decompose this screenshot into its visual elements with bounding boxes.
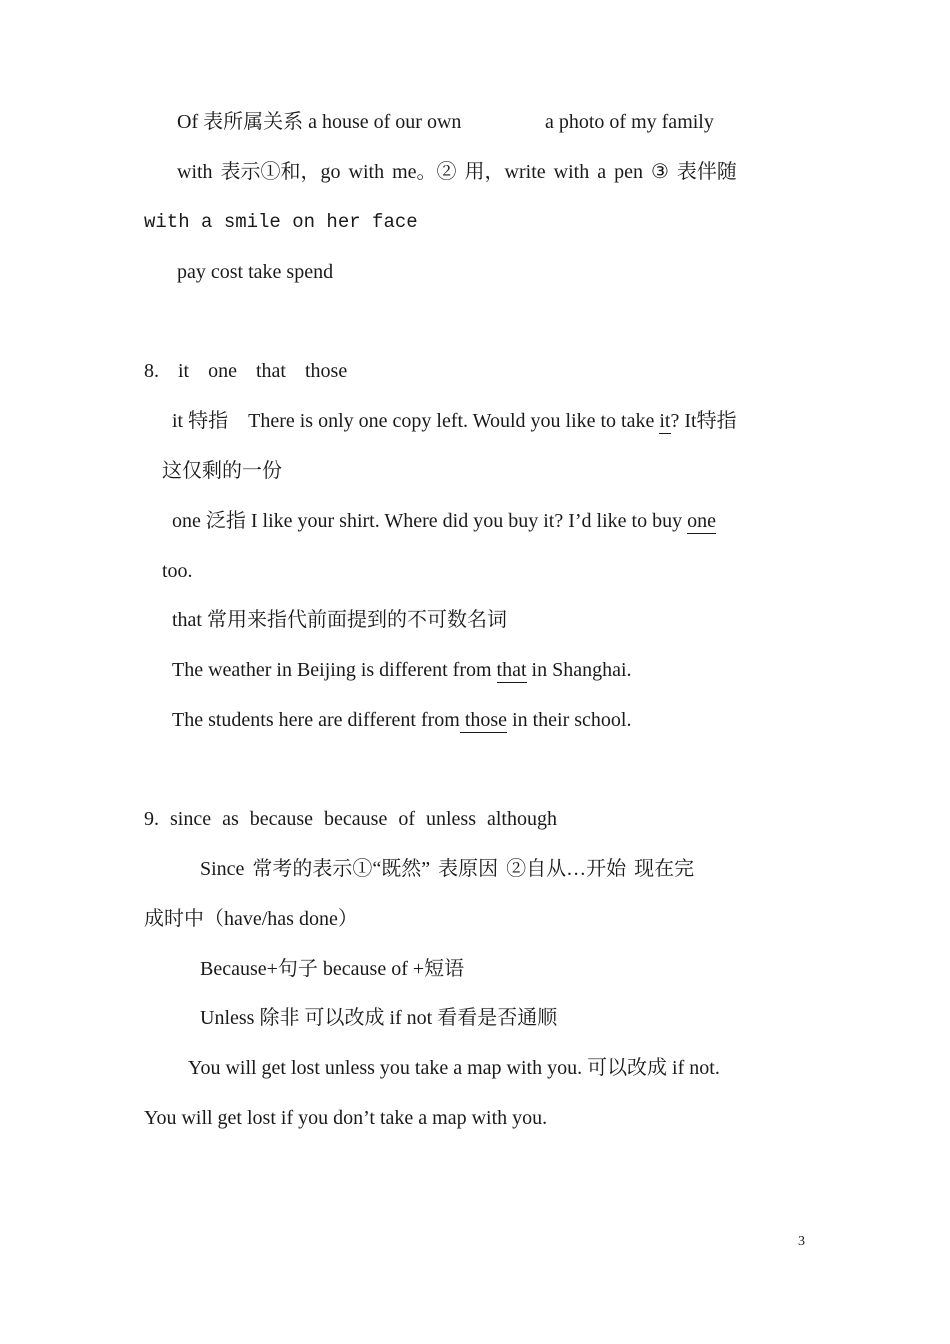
- unless-line: [200, 1004, 557, 1032]
- section-8-heading-text: 8. it one that those: [144, 360, 348, 382]
- students-text-a: The students here are different from: [172, 709, 460, 731]
- one-text-c: too.: [162, 560, 193, 582]
- with-example: [144, 208, 418, 236]
- since-line: [200, 855, 694, 883]
- weather-text-b: in Shanghai.: [526, 659, 632, 681]
- students-underlined: those: [459, 709, 508, 731]
- of-line: [177, 108, 461, 136]
- since-text-b: 成时中（have/has done）: [144, 908, 358, 930]
- because-text: Because+句子 because of +短语: [200, 958, 465, 980]
- pay-text: pay cost take spend: [177, 261, 334, 283]
- example-line: [188, 1054, 720, 1082]
- section-8-heading: [144, 357, 347, 385]
- one-line: [172, 507, 716, 535]
- weather-underlined: that: [496, 659, 527, 681]
- since-line-continued: [144, 905, 358, 933]
- it-line: [172, 407, 737, 435]
- weather-text-a: The weather in Beijing is different from: [172, 659, 497, 681]
- example-line-continued: [144, 1104, 547, 1132]
- weather-line: [172, 656, 632, 684]
- example-text-b: You will get lost if you don’t take a map with you.: [144, 1107, 548, 1129]
- of-example-2: [545, 108, 714, 136]
- of-example-2-text: a photo of my family: [545, 111, 714, 133]
- of-text: Of 表所属关系 a house of our own: [177, 111, 462, 133]
- it-text-a: it 特指 There is only one copy left. Would you like to take: [172, 410, 660, 432]
- that-text: that 常用来指代前面提到的不可数名词: [172, 609, 507, 631]
- one-text-a: one 泛指 I like your shirt. Where did you buy it? I’d like to buy: [172, 510, 688, 532]
- students-line: [172, 706, 632, 734]
- with-example-text: with a smile on her face: [144, 211, 418, 233]
- because-line: [200, 955, 464, 983]
- section-9-heading: [144, 805, 557, 833]
- pay-line: [177, 258, 333, 286]
- section-9-heading-text: 9. since as because because of unless although: [144, 808, 557, 830]
- it-text-b: ? It特指: [670, 410, 737, 432]
- with-line: [177, 158, 737, 186]
- that-line: [172, 606, 507, 634]
- unless-text: Unless 除非 可以改成 if not 看看是否通顺: [200, 1007, 558, 1029]
- it-line-continued: [162, 457, 282, 485]
- it-text-c: 这仅剩的一份: [162, 460, 282, 482]
- one-underlined: one: [687, 510, 716, 532]
- one-line-continued: [162, 557, 193, 585]
- since-text: Since 常考的表示①“既然” 表原因 ②自从…开始 现在完: [200, 858, 695, 880]
- it-underlined: it: [659, 410, 671, 432]
- example-text: You will get lost unless you take a map with you. 可以改成 if not.: [188, 1057, 720, 1079]
- with-text: with 表示①和，go with me。② 用，write with a pen ③ 表伴随: [177, 161, 737, 183]
- students-text-b: in their school.: [507, 709, 632, 731]
- page-number: 3: [798, 1234, 805, 1249]
